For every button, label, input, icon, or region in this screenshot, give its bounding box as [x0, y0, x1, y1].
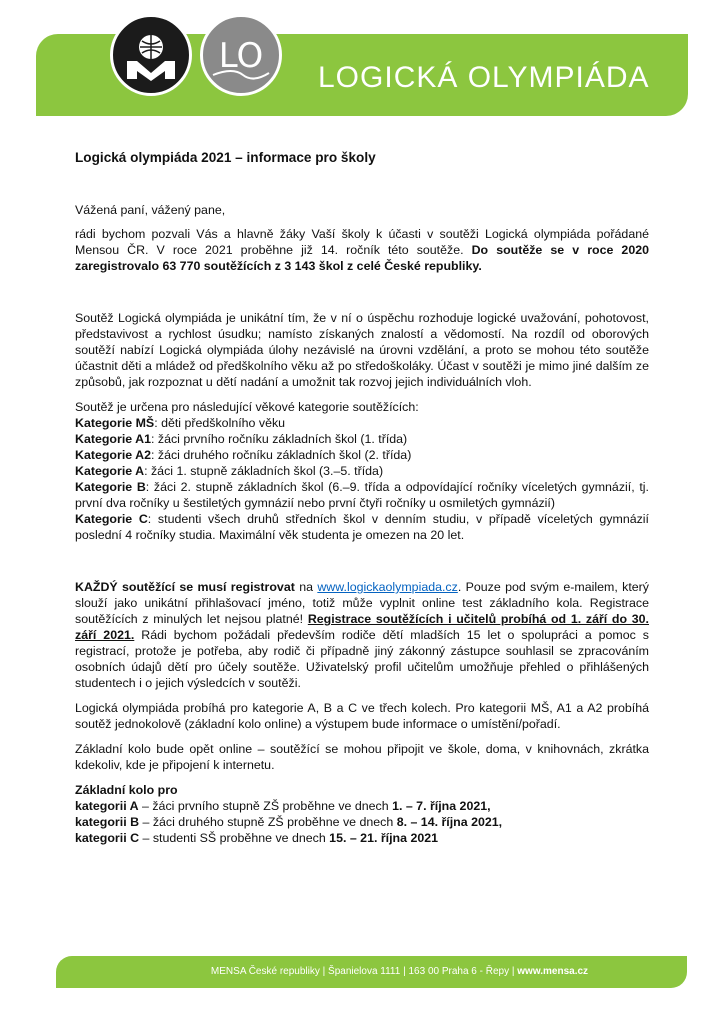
category-name: Kategorie A1 — [75, 432, 151, 446]
header-title: LOGICKÁ OLYMPIÁDA — [318, 61, 650, 94]
greeting: Vážená paní, vážený pane, — [75, 203, 226, 217]
footer-band — [56, 956, 687, 988]
mensa-logo-icon — [113, 17, 189, 93]
category-desc: : žáci druhého ročníku základních škol (2. třída) — [150, 448, 412, 462]
category-name: Kategorie A2 — [75, 448, 151, 462]
registration-paragraph — [75, 579, 649, 691]
footer-separator: | — [403, 966, 406, 977]
intro-stats: Do soutěže se v roce 2020 zaregistrovalo 63 770 soutěžících z 3 143 škol z celé České republiky. — [75, 243, 649, 273]
category-name: Kategorie B — [75, 480, 146, 494]
registration-bold: KAŽDÝ soutěžící se musí registrovat — [75, 580, 295, 594]
footer-street: Španielova 1111 — [328, 966, 401, 977]
round-item — [75, 798, 649, 814]
round-category: kategorii A — [75, 799, 139, 813]
category-desc: : děti předškolního věku — [154, 416, 286, 430]
footer-city: 163 00 Praha 6 - Řepy — [408, 966, 510, 977]
rounds-paragraph: Logická olympiáda probíhá pro kategorie A, B a C ve třech kolech. Pro kategorii MŠ, A1 a A2 probíhá soutěž jednokolově (základní kolo online) a výstupem bude informace o umístění/pořadí. — [75, 701, 649, 731]
intro-text: rádi bychom pozvali Vás a hlavně žáky Vaší školy k účasti v soutěži Logická olympiáda pořádané Mensou ČR. V roce 2021 proběhne již 14. ročník této soutěže. — [75, 227, 649, 257]
mensa-logo — [110, 14, 192, 96]
round-schedule-title: Základní kolo pro — [75, 783, 178, 797]
logicka-olympiada-logo — [200, 14, 282, 96]
category-item — [75, 415, 649, 431]
category-name: Kategorie A — [75, 464, 145, 478]
category-item — [75, 479, 649, 511]
document-title: Logická olympiáda 2021 – informace pro školy — [75, 150, 376, 165]
round-item — [75, 830, 649, 846]
category-item — [75, 447, 649, 463]
intro-paragraph — [75, 226, 649, 274]
footer-org: MENSA České republiky — [210, 966, 320, 977]
round-schedule — [75, 782, 649, 846]
round-text: – studenti SŠ proběhne ve dnech — [139, 831, 330, 845]
category-list — [75, 415, 649, 543]
round-text: – žáci prvního stupně ZŠ proběhne ve dnech — [138, 799, 393, 813]
round-end: , — [487, 799, 491, 813]
document-body — [75, 150, 649, 846]
round-dates: 8. – 14. října 2021 — [396, 815, 499, 829]
registration-na: na — [294, 580, 318, 594]
footer-separator: | — [511, 966, 515, 977]
category-name: Kategorie MŠ — [75, 416, 155, 430]
registration-dates: Registrace soutěžících i učitelů probíhá od 1. září do 30. září 2021. — [75, 612, 650, 642]
registration-text-2: Rádi bychom požádali především rodiče dětí mladších 15 let o spolupráci a pomoc s registrací, protože je potřeba, aby rodič či případně jiný zákonný zástupce souhlasil se zpracováním osobních údajů dětí pro účely soutěže. Uživatelský profil učitelům umožňuje přehled o přihlášených studentech i o jejich výsledcích v soutěži. — [75, 628, 649, 690]
registration-link[interactable]: www.logickaolympiada.cz — [317, 580, 458, 594]
online-paragraph: Základní kolo bude opět online – soutěžící se mohou připojit ve škole, doma, v knihovnách, zkrátka kdekoliv, kde je připojení k internetu. — [75, 742, 649, 772]
round-end: , — [498, 815, 503, 829]
round-dates: 15. – 21. října 2021 — [329, 831, 439, 845]
category-item — [75, 511, 649, 543]
footer-separator: | — [322, 966, 326, 977]
footer-web[interactable]: www.mensa.cz — [517, 966, 589, 977]
category-desc: : studenti všech druhů středních škol v denním studiu, v případě víceletých gymnázií poslední 4 ročníky studia. Maximální věk studenta je omezen na 20 let. — [75, 512, 649, 542]
lo-logo-icon — [203, 17, 279, 93]
about-paragraph: Soutěž Logická olympiáda je unikátní tím, že v ní o úspěchu rozhoduje logické uvažování, pohotovost, představivost a rychlost úsudku; namísto získaných znalostí a vědomostí. Na rozdíl od oborových soutěží nabízí Logická olympiáda úlohy nezávislé na úrovni vzdělání, a proto se mohou této soutěže účastnit děti a mládež od předškolního věku až po středoškoláky. Účast v soutěži je mimo jiné dalším ze způsobů, jak rozpoznat u dětí nadání a umožnit tak rozvoj jejich individuálních vloh. — [75, 311, 649, 389]
category-desc: : žáci prvního ročníku základních škol (1. třída) — [150, 432, 408, 446]
round-item — [75, 814, 649, 830]
round-text: – žáci druhého stupně ZŠ proběhne ve dnech — [139, 815, 397, 829]
round-category: kategorii B — [75, 815, 140, 829]
round-category: kategorii C — [75, 831, 140, 845]
category-item — [75, 431, 649, 447]
category-desc: : žáci 1. stupně základních škol (3.–5. třída) — [144, 464, 384, 478]
category-name: Kategorie C — [75, 512, 148, 526]
footer-text — [112, 956, 687, 988]
category-desc: : žáci 2. stupně základních škol (6.–9. třída a odpovídající ročníky víceletých gymnázií, tj. první dva ročníky u šestiletých gymnázií nebo první čtyři ročníky u osmiletých gymnázií) — [75, 480, 649, 510]
round-dates: 1. – 7. října 2021 — [392, 799, 488, 813]
categories-intro: Soutěž je určena pro následující věkové kategorie soutěžících: — [75, 400, 419, 414]
category-item — [75, 463, 649, 479]
lo-logo-text: LO — [218, 36, 264, 76]
registration-text-1: . Pouze pod svým e-mailem, který slouží jako unikátní přihlašovací jméno, totiž může vyplnit online test základního kola. Registrace soutěžících z minulých let nejsou platné! — [75, 580, 649, 626]
